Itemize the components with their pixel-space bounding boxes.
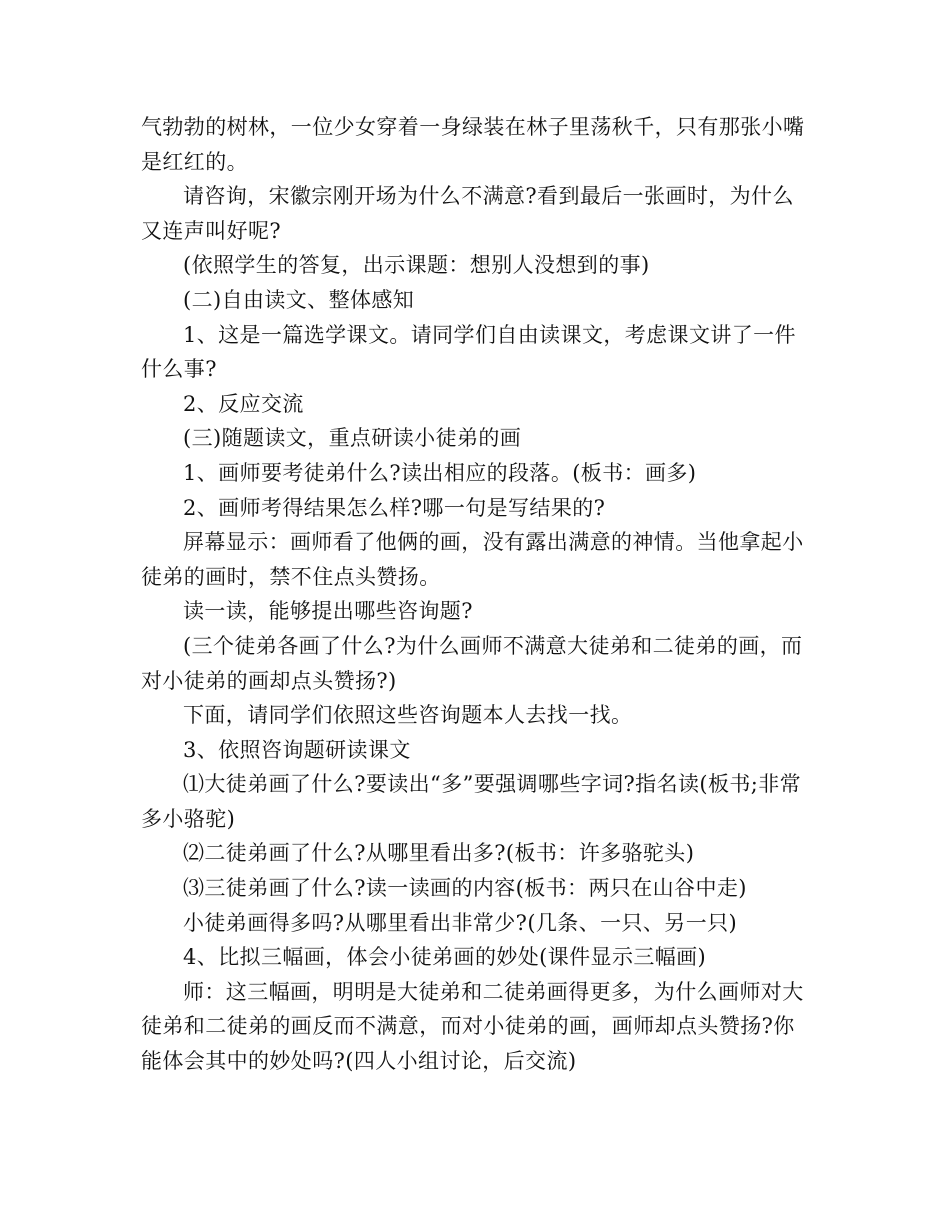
paragraph-few: 小徒弟画得多吗?从哪里看出非常少?(几条、一只、另一只) [183,910,738,935]
paragraph-questions: (三个徒弟各画了什么?为什么画师不满意大徒弟和二徒弟的画，而对小徒弟的画却点头赞扬?) [141,633,803,693]
paragraph-step-2: 2、反应交流 [183,391,304,416]
paragraph-continued: 气勃勃的树林，一位少女穿着一身绿装在林子里荡秋千，只有那张小嘴是红红的。 [141,115,805,174]
paragraph-sub-2: ⑵二徒弟画了什么?从哪里看出多?(板书：许多骆驼头) [183,841,695,866]
paragraph-item-2: 2、画师考得结果怎么样?哪一句是写结果的? [183,495,606,520]
paragraph-find: 下面，请同学们依照这些咨询题本人去找一找。 [183,703,633,728]
section-heading-2: (二)自由读文、整体感知 [183,287,415,312]
paragraph-teacher: 师：这三幅画，明明是大徒弟和二徒弟画得更多，为什么画师对大徒弟和二徒弟的画反而不满意，而对小徒弟的画，画师却点头赞扬?你能体会其中的妙处吗?(四人小组讨论，后交流) [141,979,804,1074]
paragraph-screen-display: 屏幕显示：画师看了他俩的画，没有露出满意的神情。当他拿起小徒弟的画时，禁不住点头赞扬。 [141,530,804,589]
paragraph-item-3: 3、依照咨询题研读课文 [183,737,411,762]
paragraph-item-4: 4、比拟三幅画，体会小徒弟画的妙处(课件显示三幅画) [183,945,707,970]
paragraph-sub-3: ⑶三徒弟画了什么?读一读画的内容(板书：两只在山谷中走) [183,876,747,901]
paragraph-step-1: 1、这是一篇选学课文。请同学们自由读课文，考虑课文讲了一件什么事? [141,322,796,382]
section-heading-3: (三)随题读文，重点研读小徒弟的画 [183,426,522,451]
paragraph-item-1: 1、画师要考徒弟什么?读出相应的段落。(板书：画多) [183,460,697,485]
paragraph-sub-1: ⑴大徒弟画了什么?要读出“多”要强调哪些字词?指名读(板书;非常多小骆驼) [141,772,802,831]
paragraph-question: 请咨询，宋徽宗刚开场为什么不满意?看到最后一张画时，为什么又连声叫好呢? [141,184,794,243]
paragraph-topic: (依照学生的答复，出示课题：想别人没想到的事) [183,253,650,278]
paragraph-read: 读一读，能够提出哪些咨询题? [183,599,473,624]
document-body [141,110,813,1079]
